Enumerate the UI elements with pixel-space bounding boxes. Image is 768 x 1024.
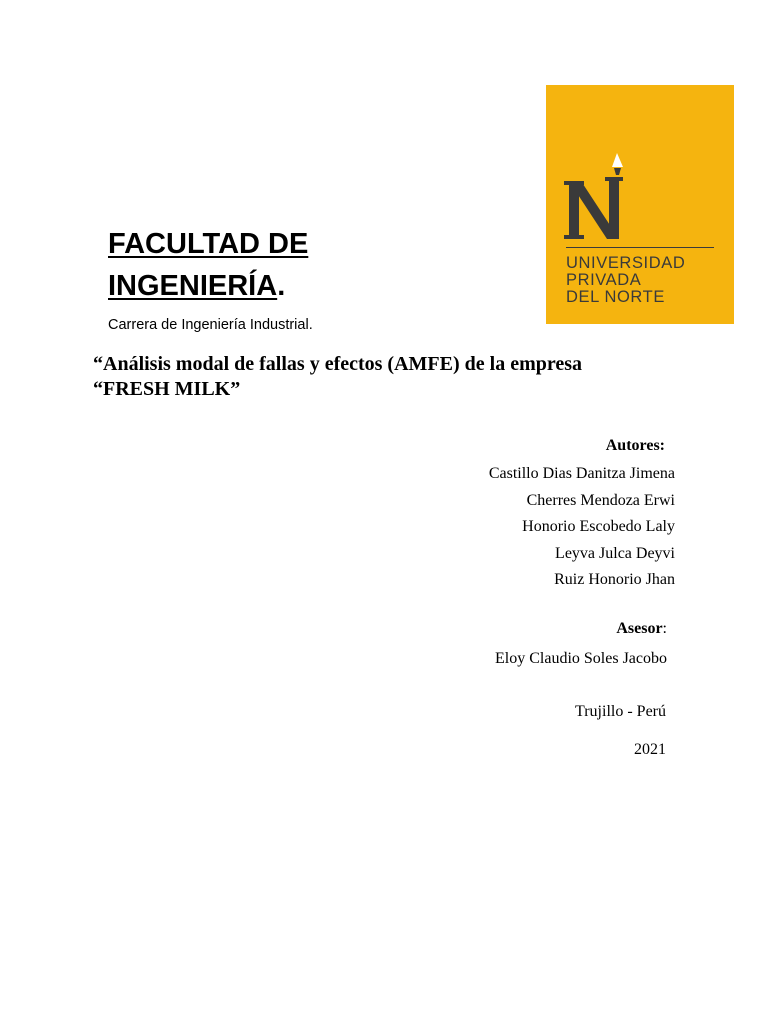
- career-subtitle: Carrera de Ingeniería Industrial.: [108, 317, 313, 333]
- advisor-label-text: Asesor: [616, 620, 663, 637]
- author-name: Honorio Escobedo Laly: [522, 518, 675, 535]
- logo-divider: [566, 247, 714, 248]
- university-n-icon: [561, 153, 631, 243]
- university-name-line: PRIVADA: [566, 271, 642, 289]
- faculty-heading-period: .: [277, 270, 286, 302]
- document-title-line: “FRESH MILK”: [93, 378, 241, 400]
- authors-label: Autores:: [605, 437, 665, 454]
- place: Trujillo - Perú: [575, 703, 666, 720]
- university-name: [566, 255, 685, 306]
- university-name-line: DEL NORTE: [566, 288, 665, 306]
- authors-list: [489, 461, 675, 594]
- author-name: Cherres Mendoza Erwi: [526, 491, 675, 509]
- faculty-heading: [108, 223, 308, 307]
- faculty-heading-line: INGENIERÍA: [108, 270, 278, 302]
- advisor-label: [616, 620, 667, 638]
- advisor-name: Eloy Claudio Soles Jacobo: [495, 650, 667, 667]
- faculty-heading-line: FACULTAD DE: [108, 228, 309, 260]
- author-name: Castillo Dias Danitza Jimena: [488, 465, 675, 482]
- document-title-line: “Análisis modal de fallas y efectos (AMFE) de la empresa: [93, 353, 583, 375]
- year: 2021: [634, 741, 666, 758]
- university-name-line: UNIVERSIDAD: [566, 254, 686, 272]
- document-title: [93, 352, 582, 402]
- author-name: Leyva Julca Deyvi: [555, 544, 675, 562]
- advisor-label-colon: :: [662, 620, 667, 637]
- author-name: Ruiz Honorio Jhan: [554, 571, 675, 588]
- university-logo: [546, 85, 734, 324]
